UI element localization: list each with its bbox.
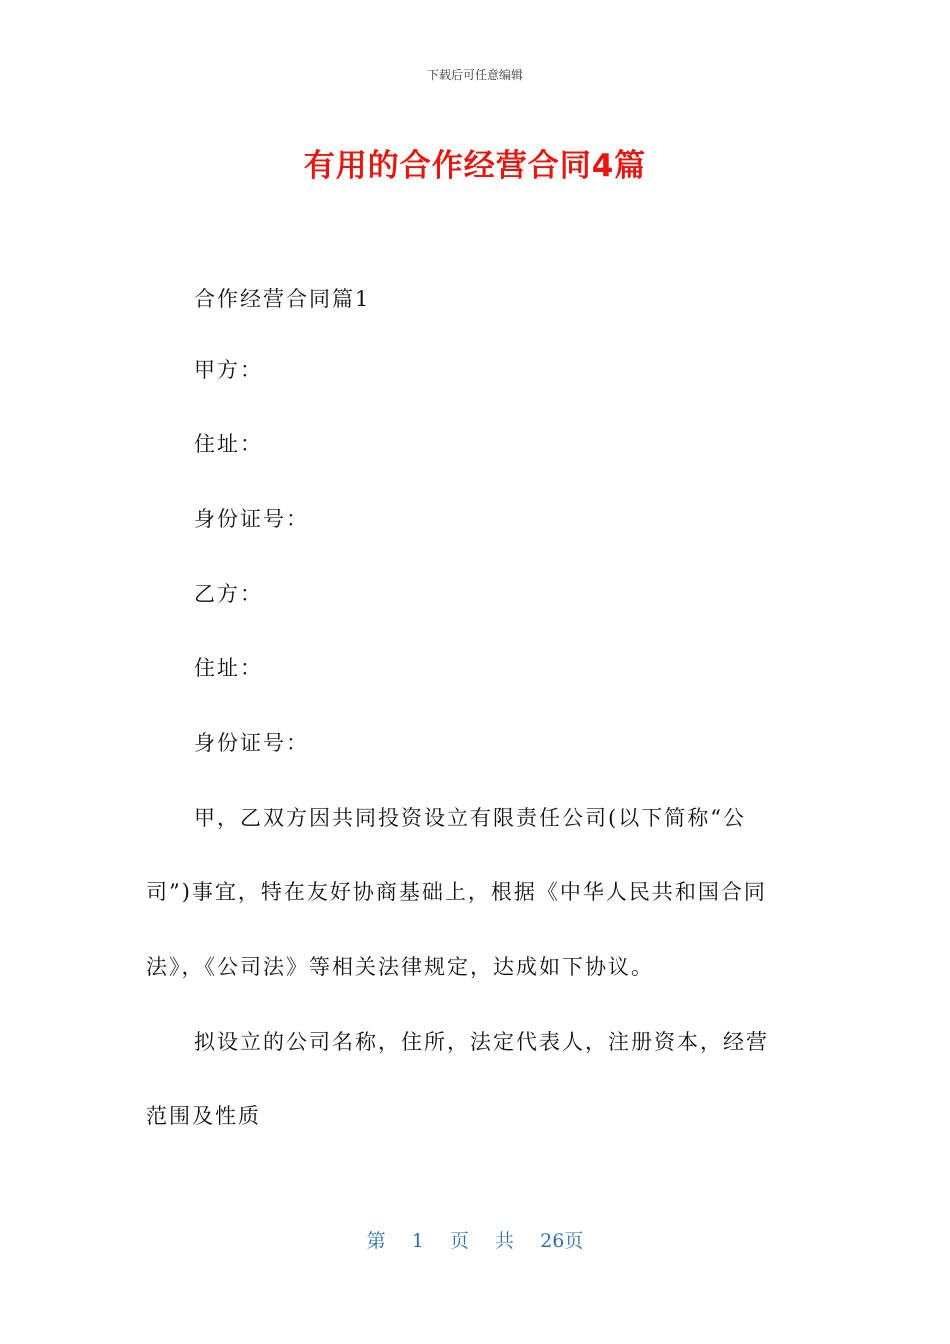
section-heading: 合作经营合同篇1 — [194, 287, 371, 311]
paragraph-line: 拟设立的公司名称，住所，法定代表人，注册资本，经营 — [194, 1030, 769, 1054]
footer-current-page: 1 — [411, 1230, 424, 1252]
page-footer — [0, 1226, 950, 1253]
party-b-label: 乙方： — [194, 582, 263, 606]
paragraph-line: 甲，乙双方因共同投资设立有限责任公司(以下简称“公 — [194, 806, 746, 830]
document-title: 有用的合作经营合同4篇 — [303, 148, 647, 184]
footer-label-gong: 共 — [495, 1230, 515, 1252]
party-a-id-label: 身份证号： — [194, 507, 309, 531]
party-b-address-label: 住址： — [194, 656, 263, 680]
party-a-address-label: 住址： — [194, 432, 263, 456]
paragraph-line: 法》，《公司法》等相关法律规定，达成如下协议。 — [146, 955, 654, 979]
footer-label-di: 第 — [366, 1230, 386, 1252]
party-a-label: 甲方： — [194, 358, 263, 382]
paragraph-line: 范围及性质 — [146, 1104, 261, 1128]
footer-total-pages: 26页 — [540, 1230, 584, 1252]
party-b-id-label: 身份证号： — [194, 731, 309, 755]
paragraph-line: 司”)事宜，特在友好协商基础上，根据《中华人民共和国合同 — [146, 880, 767, 904]
footer-label-ye: 页 — [449, 1230, 469, 1252]
page-header-note: 下载后可任意编辑 — [426, 68, 523, 82]
